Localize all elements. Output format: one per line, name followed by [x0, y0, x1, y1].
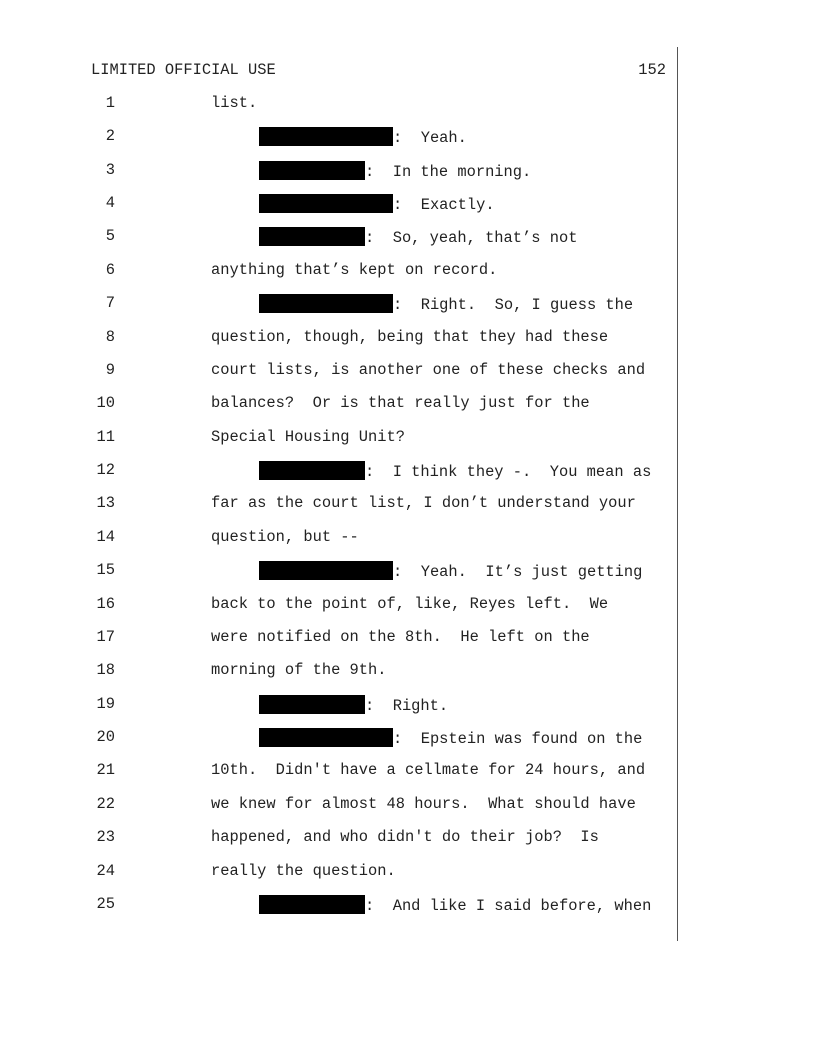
line-text: : Exactly.: [393, 196, 495, 214]
line-number: 7: [105, 294, 115, 312]
line-text: [211, 828, 599, 846]
page-number: 152: [638, 61, 666, 79]
speaker-turn: [259, 127, 467, 147]
line-text: : And like I said before, when: [365, 897, 652, 915]
line-number: 14: [96, 528, 115, 546]
redaction-box: [259, 561, 393, 580]
line-text: [211, 761, 645, 779]
speaker-turn: [259, 695, 448, 715]
line-text: [211, 595, 608, 613]
line-number: 8: [105, 328, 115, 346]
redaction-box: [259, 695, 365, 714]
classification-header: LIMITED OFFICIAL USE: [91, 61, 276, 79]
transcript-line: [0, 595, 676, 619]
line-text: anything that’s kept on record.: [211, 261, 498, 279]
line-text: question, though, being that they had these: [211, 328, 609, 346]
line-text: : Yeah. It’s just getting: [393, 563, 643, 581]
speaker-turn: [259, 895, 651, 915]
line-number: 6: [105, 261, 115, 279]
line-number: 1: [105, 94, 115, 112]
transcript-line: [0, 761, 676, 785]
transcript-line: [0, 361, 676, 385]
line-text: [211, 862, 396, 880]
line-text: [211, 661, 386, 679]
transcript-line: [0, 528, 676, 552]
speaker-turn: [259, 194, 495, 214]
line-text: [211, 528, 359, 546]
line-text: balances? Or is that really just for the: [211, 394, 590, 412]
redaction-box: [259, 895, 365, 914]
transcript-line: [0, 227, 676, 251]
transcript-line: [0, 895, 676, 919]
transcript-line: [0, 728, 676, 752]
transcript-line: [0, 661, 676, 685]
line-text: were notified on the 8th. He left on the: [211, 628, 590, 646]
transcript-line: [0, 795, 676, 819]
line-number: 24: [96, 862, 115, 880]
line-text: : Right. So, I guess the: [393, 296, 634, 314]
line-text: : So, yeah, that’s not: [365, 229, 578, 247]
redaction-box: [259, 194, 393, 213]
line-number: 23: [96, 828, 115, 846]
line-text: : Epstein was found on the: [393, 730, 643, 748]
speaker-turn: [259, 728, 642, 748]
line-number: 2: [105, 127, 115, 145]
line-text: we knew for almost 48 hours. What should have: [211, 795, 636, 813]
line-text: morning of the 9th.: [211, 661, 387, 679]
line-text: happened, and who didn't do their job? Is: [211, 828, 599, 846]
line-text: [211, 94, 257, 112]
line-text: list.: [211, 94, 258, 112]
transcript-line: [0, 394, 676, 418]
line-number: 9: [105, 361, 115, 379]
transcript-line: [0, 261, 676, 285]
transcript-line: [0, 127, 676, 151]
line-number: 15: [96, 561, 115, 579]
line-text: [211, 628, 590, 646]
transcript-line: [0, 561, 676, 585]
line-number: 4: [105, 194, 115, 212]
speaker-turn: [259, 294, 633, 314]
redaction-box: [259, 127, 393, 146]
line-text: question, but --: [211, 528, 359, 546]
transcript-line: [0, 94, 676, 118]
line-text: : Yeah.: [393, 129, 467, 147]
line-number: 5: [105, 227, 115, 245]
line-text: [211, 361, 645, 379]
transcript-line: [0, 161, 676, 185]
speaker-turn: [259, 561, 642, 581]
line-number: 22: [96, 795, 115, 813]
line-text: [211, 428, 405, 446]
line-number: 19: [96, 695, 115, 713]
line-number: 11: [96, 428, 115, 446]
line-number: 21: [96, 761, 115, 779]
line-number: 3: [105, 161, 115, 179]
transcript-line: [0, 294, 676, 318]
line-number: 10: [96, 394, 115, 412]
transcript-line: [0, 628, 676, 652]
line-number: 17: [96, 628, 115, 646]
line-text: [211, 795, 636, 813]
line-text: : In the morning.: [365, 163, 532, 181]
transcript-line: [0, 494, 676, 518]
transcript-line: [0, 328, 676, 352]
line-text: far as the court list, I don’t understand your: [211, 494, 636, 512]
redaction-box: [259, 161, 365, 180]
transcript-line: [0, 461, 676, 485]
redaction-box: [259, 227, 365, 246]
line-text: [211, 494, 636, 512]
transcript-line: [0, 828, 676, 852]
transcript-line: [0, 428, 676, 452]
line-text: really the question.: [211, 862, 396, 880]
line-number: 18: [96, 661, 115, 679]
transcript-line: [0, 194, 676, 218]
line-text: [211, 394, 590, 412]
redaction-box: [259, 728, 393, 747]
line-text: Special Housing Unit?: [211, 428, 405, 446]
line-number: 25: [96, 895, 115, 913]
line-text: [211, 261, 497, 279]
line-text: 10th. Didn't have a cellmate for 24 hours, and: [211, 761, 646, 779]
line-number: 12: [96, 461, 115, 479]
line-text: [211, 328, 608, 346]
speaker-turn: [259, 161, 531, 181]
transcript-line: [0, 862, 676, 886]
right-margin-rule: [677, 47, 678, 941]
line-text: back to the point of, like, Reyes left. We: [211, 595, 609, 613]
transcript-line: [0, 695, 676, 719]
line-number: 16: [96, 595, 115, 613]
redaction-box: [259, 294, 393, 313]
speaker-turn: [259, 461, 651, 481]
line-text: court lists, is another one of these checks and: [211, 361, 646, 379]
redaction-box: [259, 461, 365, 480]
line-text: : I think they -. You mean as: [365, 463, 652, 481]
line-number: 20: [96, 728, 115, 746]
line-text: : Right.: [365, 697, 449, 715]
line-number: 13: [96, 494, 115, 512]
speaker-turn: [259, 227, 577, 247]
